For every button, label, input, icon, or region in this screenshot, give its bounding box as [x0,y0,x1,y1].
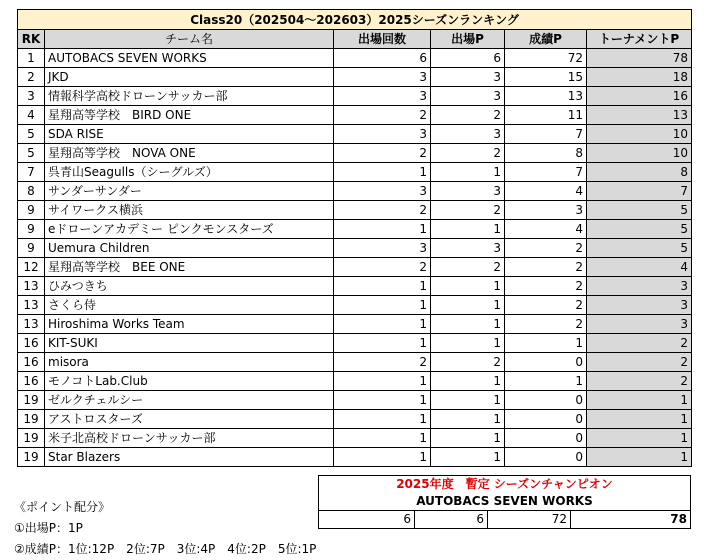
rank-cell: 1 [18,49,45,68]
result-points-cell: 4 [505,182,587,201]
champion-title: 2025年度 暫定 シーズンチャンピオン [319,476,691,494]
team-name-cell: 星翔高等学校 BIRD ONE [45,106,334,125]
team-name-cell: 星翔高等学校 NOVA ONE [45,144,334,163]
rank-cell: 7 [18,163,45,182]
appear-points-cell: 1 [431,296,505,315]
rank-cell: 8 [18,182,45,201]
tournament-points-cell: 1 [587,429,692,448]
appear-points-cell: 1 [431,410,505,429]
tournament-points-cell: 2 [587,353,692,372]
appearances-cell: 3 [334,182,431,201]
appearances-cell: 6 [334,49,431,68]
team-name-cell: さくら侍 [45,296,334,315]
notes-heading: 《ポイント配分》 [14,500,111,514]
tournament-points-cell: 8 [587,163,692,182]
appearances-cell: 2 [334,201,431,220]
appearances-cell: 3 [334,125,431,144]
tournament-points-cell: 1 [587,448,692,467]
tournament-points-cell: 3 [587,296,692,315]
result-points-cell: 0 [505,391,587,410]
appearances-cell: 1 [334,220,431,239]
points-notes [14,497,316,560]
appearances-cell: 3 [334,68,431,87]
team-name-cell: eドローンアカデミー ピンクモンスターズ [45,220,334,239]
table-row [18,163,692,182]
header-result-points: 成績P [505,30,587,49]
result-points-cell: 2 [505,315,587,334]
tournament-points-cell: 1 [587,391,692,410]
champion-box [318,475,691,529]
team-name-cell: AUTOBACS SEVEN WORKS [45,49,334,68]
appear-points-cell: 3 [431,239,505,258]
appearances-cell: 1 [334,391,431,410]
appear-points-cell: 1 [431,429,505,448]
appear-points-cell: 1 [431,372,505,391]
champion-name: AUTOBACS SEVEN WORKS [319,493,691,511]
rank-cell: 9 [18,201,45,220]
result-points-cell: 0 [505,448,587,467]
team-name-cell: アストロスターズ [45,410,334,429]
appear-points-cell: 2 [431,106,505,125]
champion-tournament-points: 78 [571,511,691,529]
rank-cell: 4 [18,106,45,125]
result-points-cell: 3 [505,201,587,220]
result-points-cell: 4 [505,220,587,239]
rank-cell: 16 [18,372,45,391]
result-points-cell: 13 [505,87,587,106]
table-row [18,49,692,68]
table-row [18,239,692,258]
result-points-cell: 1 [505,372,587,391]
table-row [18,372,692,391]
appear-points-cell: 3 [431,68,505,87]
result-points-cell: 7 [505,163,587,182]
appearances-cell: 2 [334,144,431,163]
appear-points-cell: 1 [431,391,505,410]
ranking-table [17,9,692,467]
rank-cell: 19 [18,429,45,448]
result-points-cell: 0 [505,353,587,372]
appear-points-cell: 6 [431,49,505,68]
table-row [18,353,692,372]
table-row [18,144,692,163]
rank-cell: 5 [18,125,45,144]
team-name-cell: モノコトLab.Club [45,372,334,391]
appear-points-cell: 3 [431,125,505,144]
table-row [18,87,692,106]
team-name-cell: ゼルクチェルシー [45,391,334,410]
result-points-cell: 2 [505,277,587,296]
table-row [18,448,692,467]
team-name-cell: JKD [45,68,334,87]
rank-cell: 12 [18,258,45,277]
appear-points-cell: 1 [431,277,505,296]
team-name-cell: 米子北高校ドローンサッカー部 [45,429,334,448]
table-row [18,296,692,315]
rank-cell: 5 [18,144,45,163]
tournament-points-cell: 2 [587,372,692,391]
table-row [18,220,692,239]
tournament-points-cell: 1 [587,410,692,429]
rank-cell: 19 [18,391,45,410]
tournament-points-cell: 5 [587,220,692,239]
result-points-cell: 2 [505,239,587,258]
appear-points-cell: 2 [431,201,505,220]
appearances-cell: 2 [334,106,431,125]
tournament-points-cell: 7 [587,182,692,201]
rank-cell: 16 [18,334,45,353]
table-row [18,334,692,353]
title-row [18,10,692,30]
appearances-cell: 1 [334,277,431,296]
result-points-cell: 0 [505,410,587,429]
rank-cell: 19 [18,410,45,429]
table-row [18,391,692,410]
tournament-points-cell: 10 [587,144,692,163]
table-title: Class20（202504～202603）2025シーズンランキング [18,10,692,30]
header-tournament-points: トーナメントP [587,30,692,49]
table-row [18,201,692,220]
table-row [18,429,692,448]
champion-appearances: 6 [319,511,415,529]
table-row [18,277,692,296]
rank-cell: 9 [18,239,45,258]
header-rk: RK [18,30,45,49]
appearances-cell: 2 [334,353,431,372]
rank-cell: 13 [18,315,45,334]
notes-line-1: ①出場P：1P [14,521,83,535]
appearances-cell: 1 [334,410,431,429]
appear-points-cell: 1 [431,163,505,182]
appear-points-cell: 1 [431,315,505,334]
rank-cell: 9 [18,220,45,239]
tournament-points-cell: 3 [587,277,692,296]
result-points-cell: 2 [505,258,587,277]
appearances-cell: 1 [334,448,431,467]
rank-cell: 16 [18,353,45,372]
tournament-points-cell: 3 [587,315,692,334]
tournament-points-cell: 5 [587,239,692,258]
result-points-cell: 11 [505,106,587,125]
tournament-points-cell: 4 [587,258,692,277]
appearances-cell: 3 [334,239,431,258]
champion-points-row [319,511,691,529]
team-name-cell: misora [45,353,334,372]
result-points-cell: 1 [505,334,587,353]
notes-line-2: ②成績P：1位:12P 2位:7P 3位:4P 4位:2P 5位:1P [14,542,317,556]
table-row [18,106,692,125]
rank-cell: 3 [18,87,45,106]
result-points-cell: 7 [505,125,587,144]
header-appear-points: 出場P [431,30,505,49]
result-points-cell: 0 [505,429,587,448]
champion-appear-points: 6 [415,511,488,529]
rank-cell: 13 [18,296,45,315]
table-row [18,258,692,277]
appear-points-cell: 3 [431,182,505,201]
appearances-cell: 1 [334,372,431,391]
appearances-cell: 1 [334,315,431,334]
appear-points-cell: 1 [431,448,505,467]
table-row [18,410,692,429]
team-name-cell: サンダーサンダー [45,182,334,201]
tournament-points-cell: 13 [587,106,692,125]
appear-points-cell: 2 [431,353,505,372]
champion-result-points: 72 [488,511,571,529]
header-appearances: 出場回数 [334,30,431,49]
result-points-cell: 15 [505,68,587,87]
rank-cell: 2 [18,68,45,87]
team-name-cell: Uemura Children [45,239,334,258]
tournament-points-cell: 5 [587,201,692,220]
table-row [18,68,692,87]
team-name-cell: サイワークス横浜 [45,201,334,220]
result-points-cell: 2 [505,296,587,315]
appear-points-cell: 2 [431,258,505,277]
appear-points-cell: 1 [431,334,505,353]
tournament-points-cell: 2 [587,334,692,353]
table-row [18,125,692,144]
team-name-cell: 呉青山Seagulls（シーグルズ） [45,163,334,182]
team-name-cell: Star Blazers [45,448,334,467]
appearances-cell: 2 [334,258,431,277]
rank-cell: 19 [18,448,45,467]
result-points-cell: 72 [505,49,587,68]
tournament-points-cell: 10 [587,125,692,144]
appear-points-cell: 3 [431,87,505,106]
rank-cell: 13 [18,277,45,296]
tournament-points-cell: 78 [587,49,692,68]
header-team-name: チーム名 [45,30,334,49]
team-name-cell: 星翔高等学校 BEE ONE [45,258,334,277]
team-name-cell: SDA RISE [45,125,334,144]
table-row [18,315,692,334]
appearances-cell: 1 [334,163,431,182]
team-name-cell: Hiroshima Works Team [45,315,334,334]
team-name-cell: 情報科学高校ドローンサッカー部 [45,87,334,106]
appear-points-cell: 1 [431,220,505,239]
table-row [18,182,692,201]
team-name-cell: KIT-SUKI [45,334,334,353]
tournament-points-cell: 18 [587,68,692,87]
appearances-cell: 1 [334,429,431,448]
result-points-cell: 8 [505,144,587,163]
header-row [18,30,692,49]
appearances-cell: 1 [334,334,431,353]
appear-points-cell: 2 [431,144,505,163]
tournament-points-cell: 16 [587,87,692,106]
appearances-cell: 1 [334,296,431,315]
appearances-cell: 3 [334,87,431,106]
team-name-cell: ひみつきち [45,277,334,296]
